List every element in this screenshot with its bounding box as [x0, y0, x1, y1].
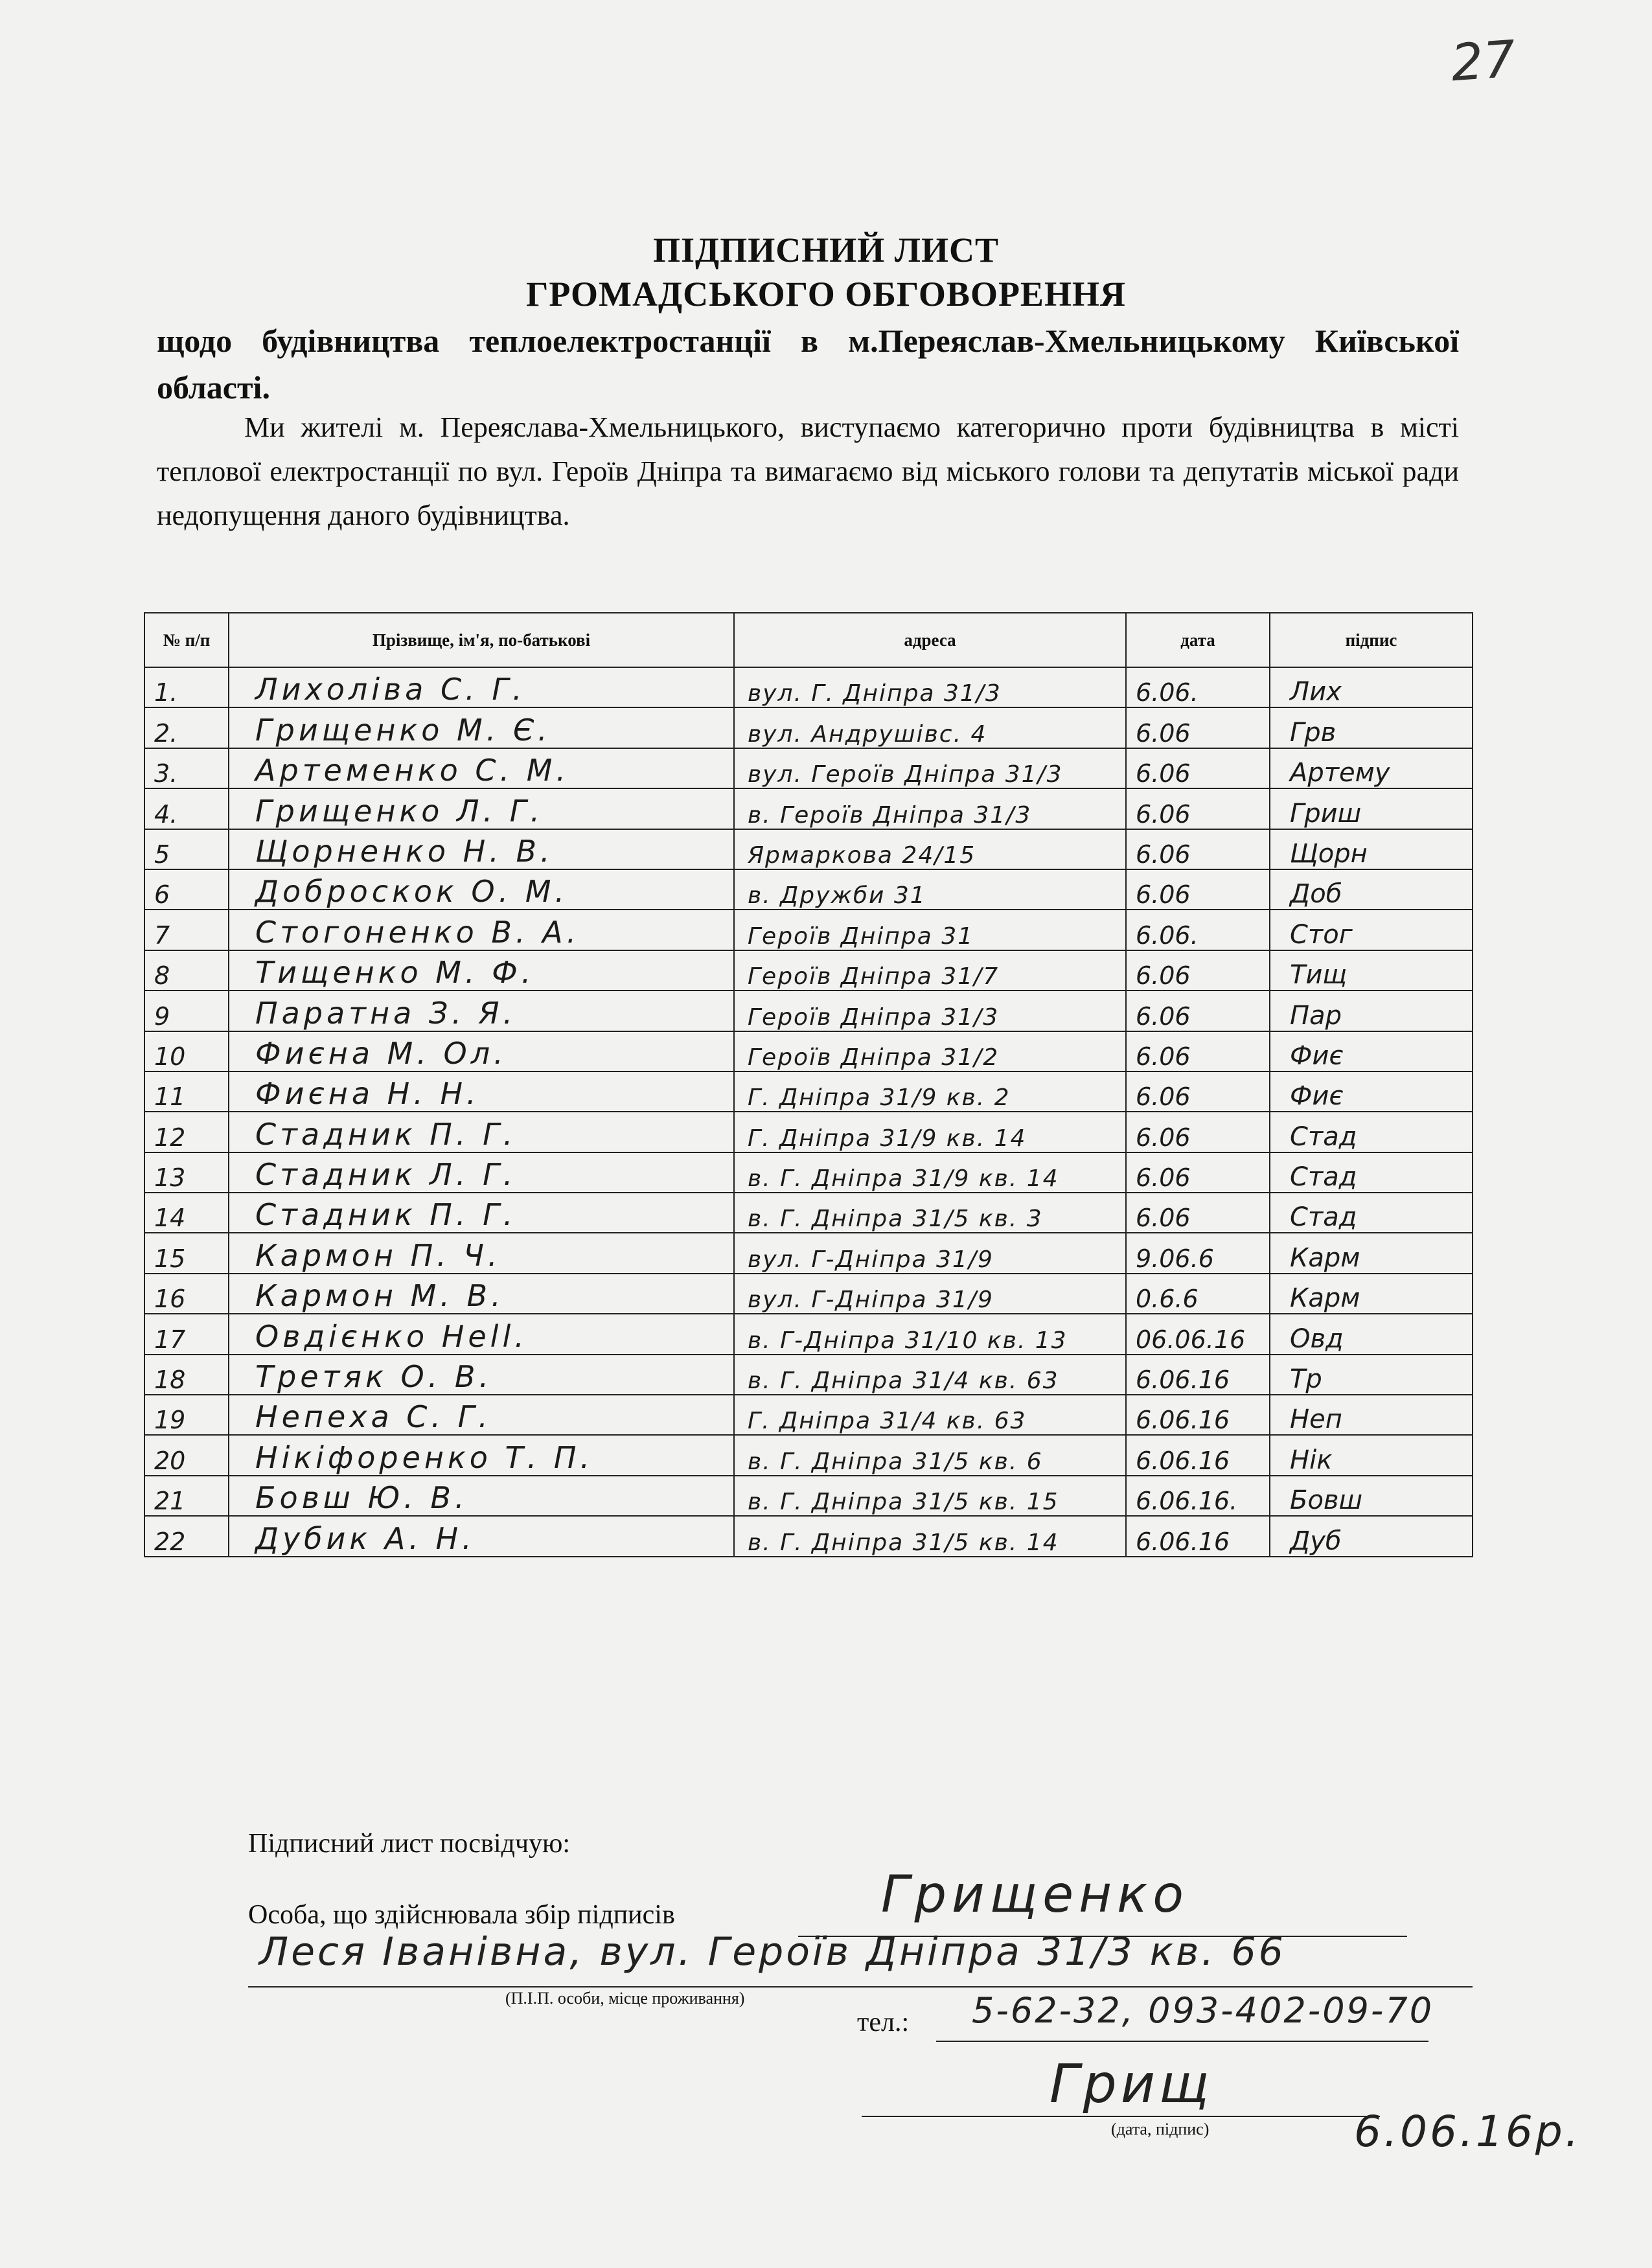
- row-date: 6.06: [1126, 788, 1270, 829]
- table-row: [144, 667, 1473, 707]
- row-signature: Стог: [1270, 910, 1473, 950]
- row-number: 16: [144, 1274, 229, 1314]
- row-address: Героїв Дніпра 31/7: [734, 950, 1126, 991]
- row-address: в. Г-Дніпра 31/10 кв. 13: [734, 1314, 1126, 1354]
- table-row: [144, 1233, 1473, 1273]
- row-signature: Тищ: [1270, 950, 1473, 991]
- row-signature: Лих: [1270, 667, 1473, 707]
- row-address: Героїв Дніпра 31/3: [734, 991, 1126, 1031]
- certify-label: Підписний лист посвідчую:: [248, 1829, 571, 1859]
- row-name: Тищенко М. Ф.: [229, 950, 734, 991]
- row-signature: Стад: [1270, 1152, 1473, 1193]
- row-address: вул. Героїв Дніпра 31/3: [734, 748, 1126, 788]
- row-date: 06.06.16: [1126, 1314, 1270, 1354]
- row-address: вул. Г-Дніпра 31/9: [734, 1233, 1126, 1273]
- row-name: Третяк О. В.: [229, 1355, 734, 1395]
- row-signature: Неп: [1270, 1395, 1473, 1435]
- row-address: Ярмаркова 24/15: [734, 829, 1126, 869]
- row-address: в. Дружби 31: [734, 869, 1126, 910]
- row-name: Непеха С. Г.: [229, 1395, 734, 1435]
- row-date: 6.06.: [1126, 667, 1270, 707]
- phone-value: 5-62-32, 093-402-09-70: [972, 1990, 1434, 2031]
- table-row: [144, 1152, 1473, 1193]
- row-address: Г. Дніпра 31/4 кв. 63: [734, 1395, 1126, 1435]
- row-date: 6.06: [1126, 707, 1270, 748]
- row-name: Овдієнко Неll.: [229, 1314, 734, 1354]
- row-address: в. Г. Дніпра 31/4 кв. 63: [734, 1355, 1126, 1395]
- row-number: 15: [144, 1233, 229, 1273]
- row-date: 6.06.16: [1126, 1355, 1270, 1395]
- row-name: Дубик А. Н.: [229, 1516, 734, 1556]
- row-name: Паратна З. Я.: [229, 991, 734, 1031]
- page-number: 27: [1449, 30, 1518, 93]
- row-signature: Дуб: [1270, 1516, 1473, 1556]
- row-number: 5: [144, 829, 229, 869]
- row-name: Фиєна М. Ол.: [229, 1031, 734, 1071]
- row-name: Стадник П. Г.: [229, 1112, 734, 1152]
- row-number: 22: [144, 1516, 229, 1556]
- row-signature: Тр: [1270, 1355, 1473, 1395]
- subtitle: щодо будівництва теплоелектростанції в м.Переяслав-Хмельницькому Київської області.: [157, 323, 1459, 406]
- collector-name: Грищенко: [881, 1866, 1189, 1924]
- row-number: 17: [144, 1314, 229, 1354]
- row-date: 0.6.6: [1126, 1274, 1270, 1314]
- row-name: Кармон П. Ч.: [229, 1233, 734, 1273]
- row-number: 18: [144, 1355, 229, 1395]
- table-row: [144, 1516, 1473, 1556]
- row-number: 7: [144, 910, 229, 950]
- row-date: 6.06.16: [1126, 1395, 1270, 1435]
- row-address: в. Г. Дніпра 31/9 кв. 14: [734, 1152, 1126, 1193]
- header-signature: підпис: [1270, 613, 1473, 667]
- table-row: [144, 1355, 1473, 1395]
- row-address: вул. Андрушівс. 4: [734, 707, 1126, 748]
- collector-line-2: [248, 1986, 1473, 1987]
- row-signature: Грв: [1270, 707, 1473, 748]
- collector-address: Леся Іванівна, вул. Героїв Дніпра 31/3 кв. 66: [259, 1929, 1286, 1975]
- row-name: Кармон М. В.: [229, 1274, 734, 1314]
- row-address: вул. Г. Дніпра 31/3: [734, 667, 1126, 707]
- row-signature: Нік: [1270, 1435, 1473, 1475]
- row-signature: Доб: [1270, 869, 1473, 910]
- table-row: [144, 1395, 1473, 1435]
- row-number: 12: [144, 1112, 229, 1152]
- row-number: 11: [144, 1071, 229, 1112]
- row-name: Бовш Ю. В.: [229, 1476, 734, 1516]
- collector-signature: Грищ: [1050, 2054, 1213, 2115]
- row-number: 1.: [144, 667, 229, 707]
- table-row: [144, 1274, 1473, 1314]
- row-number: 14: [144, 1193, 229, 1233]
- row-date: 6.06.16.: [1126, 1476, 1270, 1516]
- row-name: Артеменко С. М.: [229, 748, 734, 788]
- row-date: 6.06: [1126, 1193, 1270, 1233]
- row-date: 6.06: [1126, 1112, 1270, 1152]
- header-num: № п/п: [144, 613, 229, 667]
- row-number: 13: [144, 1152, 229, 1193]
- table-row: [144, 788, 1473, 829]
- row-signature: Щорн: [1270, 829, 1473, 869]
- header-address: адреса: [734, 613, 1126, 667]
- row-name: Щорненко Н. В.: [229, 829, 734, 869]
- table-row: [144, 869, 1473, 910]
- table-header-row: [144, 613, 1473, 667]
- sign-date: 6.06.16р.: [1354, 2107, 1581, 2157]
- row-name: Грищенко Л. Г.: [229, 788, 734, 829]
- row-number: 20: [144, 1435, 229, 1475]
- table-row: [144, 1112, 1473, 1152]
- row-date: 6.06: [1126, 829, 1270, 869]
- row-address: в. Г. Дніпра 31/5 кв. 15: [734, 1476, 1126, 1516]
- title-line-1: ПІДПИСНИЙ ЛИСТ: [653, 231, 999, 269]
- row-name: Стадник П. Г.: [229, 1193, 734, 1233]
- table-row: [144, 1071, 1473, 1112]
- row-number: 6: [144, 869, 229, 910]
- table-row: [144, 910, 1473, 950]
- row-name: Лихоліва С. Г.: [229, 667, 734, 707]
- row-number: 10: [144, 1031, 229, 1071]
- row-address: Г. Дніпра 31/9 кв. 2: [734, 1071, 1126, 1112]
- row-number: 4.: [144, 788, 229, 829]
- row-name: Стадник Л. Г.: [229, 1152, 734, 1193]
- row-signature: Карм: [1270, 1274, 1473, 1314]
- row-date: 6.06: [1126, 1071, 1270, 1112]
- row-date: 6.06: [1126, 869, 1270, 910]
- row-signature: Овд: [1270, 1314, 1473, 1354]
- table-row: [144, 1476, 1473, 1516]
- row-name: Грищенко М. Є.: [229, 707, 734, 748]
- row-name: Доброскок О. М.: [229, 869, 734, 910]
- row-address: в. Г. Дніпра 31/5 кв. 6: [734, 1435, 1126, 1475]
- signatures-table: [144, 612, 1473, 1557]
- table-row: [144, 707, 1473, 748]
- row-signature: Бовш: [1270, 1476, 1473, 1516]
- row-signature: Фиє: [1270, 1071, 1473, 1112]
- date-caption: (дата, підпис): [1111, 2120, 1210, 2138]
- row-name: Стогоненко В. А.: [229, 910, 734, 950]
- row-number: 9: [144, 991, 229, 1031]
- row-signature: Карм: [1270, 1233, 1473, 1273]
- row-number: 2.: [144, 707, 229, 748]
- table-row: [144, 950, 1473, 991]
- row-address: вул. Г-Дніпра 31/9: [734, 1274, 1126, 1314]
- row-address: Г. Дніпра 31/9 кв. 14: [734, 1112, 1126, 1152]
- row-signature: Гриш: [1270, 788, 1473, 829]
- row-address: в. Героїв Дніпра 31/3: [734, 788, 1126, 829]
- table-row: [144, 829, 1473, 869]
- row-signature: Пар: [1270, 991, 1473, 1031]
- intro-paragraph: Ми жителі м. Переяслава-Хмельницького, виступаємо категорично проти будівництва в місті теплової електростанції по вул. Героїв Дніпра та вимагаємо від міського голови та депутатів міської ради недопущення даного будівництва.: [157, 411, 1459, 531]
- row-number: 8: [144, 950, 229, 991]
- row-number: 21: [144, 1476, 229, 1516]
- table-row: [144, 1193, 1473, 1233]
- row-address: в. Г. Дніпра 31/5 кв. 14: [734, 1516, 1126, 1556]
- row-date: 6.06: [1126, 1031, 1270, 1071]
- signature-line: [862, 2116, 1380, 2117]
- phone-label: тел.:: [857, 2008, 910, 2037]
- row-date: 6.06: [1126, 748, 1270, 788]
- row-address: в. Г. Дніпра 31/5 кв. 3: [734, 1193, 1126, 1233]
- row-date: 6.06.16: [1126, 1516, 1270, 1556]
- row-number: 3.: [144, 748, 229, 788]
- table-row: [144, 1435, 1473, 1475]
- row-address: Героїв Дніпра 31/2: [734, 1031, 1126, 1071]
- row-date: 6.06.16: [1126, 1435, 1270, 1475]
- row-date: 6.06.: [1126, 910, 1270, 950]
- collector-caption: (П.І.П. особи, місце проживання): [505, 1989, 745, 2008]
- table-row: [144, 1314, 1473, 1354]
- row-date: 6.06: [1126, 950, 1270, 991]
- header-name: Прізвище, ім'я, по-батькові: [229, 613, 734, 667]
- table-row: [144, 1031, 1473, 1071]
- table-row: [144, 748, 1473, 788]
- row-number: 19: [144, 1395, 229, 1435]
- collector-label: Особа, що здійснювала збір підписів: [248, 1900, 675, 1930]
- title-line-2: ГРОМАДСЬКОГО ОБГОВОРЕННЯ: [526, 275, 1126, 314]
- row-date: 6.06: [1126, 1152, 1270, 1193]
- row-date: 6.06: [1126, 991, 1270, 1031]
- row-name: Нікіфоренко Т. П.: [229, 1435, 734, 1475]
- row-signature: Стад: [1270, 1112, 1473, 1152]
- table-row: [144, 991, 1473, 1031]
- row-signature: Фиє: [1270, 1031, 1473, 1071]
- header-date: дата: [1126, 613, 1270, 667]
- phone-line: [936, 2041, 1428, 2042]
- row-date: 9.06.6: [1126, 1233, 1270, 1273]
- row-name: Фиєна Н. Н.: [229, 1071, 734, 1112]
- row-address: Героїв Дніпра 31: [734, 910, 1126, 950]
- row-signature: Стад: [1270, 1193, 1473, 1233]
- row-signature: Артему: [1270, 748, 1473, 788]
